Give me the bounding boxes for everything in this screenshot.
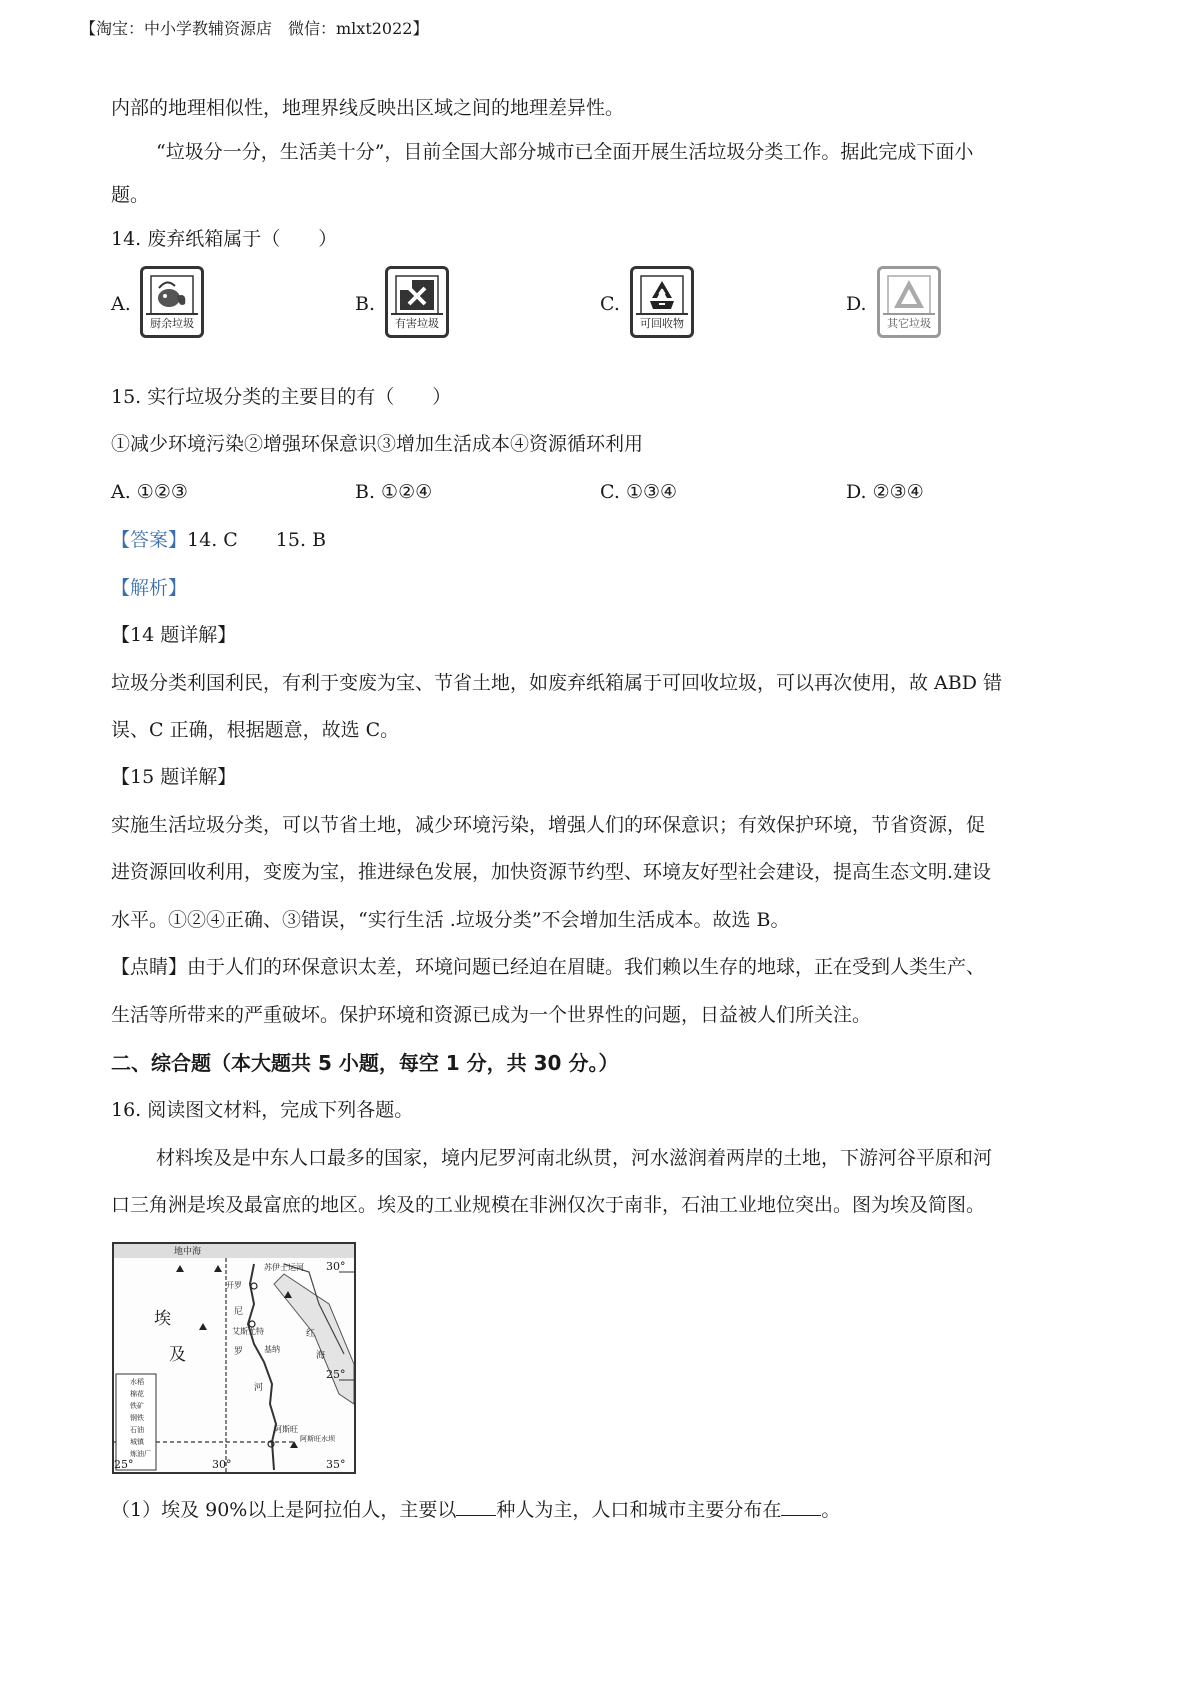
question-15: 15. 实行垃圾分类的主要目的有（ ） — [111, 386, 452, 408]
legend-item: 石油 — [130, 1426, 144, 1434]
other-waste-triangle-icon — [886, 274, 932, 316]
bin-caption: 可回收物 — [636, 313, 688, 332]
question-16-1-part: （1）埃及 90%以上是阿拉伯人，主要以 — [111, 1499, 457, 1521]
map-lon-label: 30° — [212, 1458, 232, 1471]
map-nile-char: 尼 — [234, 1307, 244, 1317]
detail-14-line: 垃圾分类利国利民，有利于变废为宝、节省土地，如废弃纸箱属于可回收垃圾，可以再次使用，故 ABD 错 — [111, 672, 1002, 694]
map-city-label: 开罗 — [226, 1281, 242, 1290]
hazardous-waste-bin-icon — [385, 266, 449, 338]
answer-label: 【答案】 — [111, 529, 188, 551]
egypt-map — [112, 1242, 356, 1474]
map-lat-label: 30° — [326, 1260, 346, 1273]
map-city-label: 阿斯旺 — [274, 1425, 298, 1434]
question-16-1 — [111, 1497, 840, 1522]
kitchen-waste-bin-icon — [140, 266, 204, 338]
map-sea-label: 地中海 — [174, 1247, 202, 1257]
option-letter-b: B. — [355, 293, 376, 315]
map-lon-label: 35° — [326, 1458, 346, 1471]
comment-line: 生活等所带来的严重破坏。保护环境和资源已成为一个世界性的问题，日益被人们所关注。 — [111, 1004, 872, 1026]
question-16-1-part: 种人为主，人口和城市主要分布在 — [496, 1499, 782, 1521]
intro-line: 题。 — [111, 184, 150, 206]
detail-15-line: 进资源回收利用，变废为宝，推进绿色发展，加快资源节约型、环境友好型社会建设，提高生态文明.建设 — [111, 861, 992, 883]
page-header: 【淘宝：中小学教辅资源店 微信：mlxt2022】 — [80, 19, 429, 38]
option-b: B. ①②④ — [355, 481, 433, 503]
option-letter-c: C. — [600, 293, 620, 315]
question-16-1-part: 。 — [821, 1499, 841, 1521]
legend-item: 钢铁 — [130, 1414, 144, 1422]
option-letter-d: D. — [846, 293, 867, 315]
recycle-icon — [639, 274, 685, 316]
detail-14-line: 误、C 正确，根据题意，故选 C。 — [111, 719, 400, 741]
answer-blank — [456, 1497, 496, 1516]
detail-15-line: 实施生活垃圾分类，可以节省土地，减少环境污染，增强人们的环保意识；有效保护环境，节省资源，促 — [111, 814, 986, 836]
section-2-title: 二、综合题（本大题共 5 小题，每空 1 分，共 30 分。） — [111, 1051, 619, 1075]
map-dam-label: 阿斯旺水坝 — [300, 1435, 335, 1443]
analysis-label: 【解析】 — [111, 577, 188, 599]
food-scraps-icon — [149, 274, 195, 316]
map-red-sea-char: 红 — [306, 1329, 316, 1339]
answer-blank — [781, 1497, 821, 1516]
answer-text: 14. C 15. B — [187, 529, 327, 551]
bin-caption: 有害垃圾 — [391, 313, 443, 332]
map-nile-char: 河 — [254, 1383, 264, 1393]
question-14: 14. 废弃纸箱属于（ ） — [111, 228, 338, 250]
map-country-char: 埃 — [154, 1309, 171, 1329]
hazard-icon — [394, 274, 440, 316]
answer-line — [111, 528, 326, 552]
question-15-items: ①减少环境污染②增强环保意识③增加生活成本④资源循环利用 — [111, 433, 644, 455]
option-a: A. ①②③ — [111, 481, 188, 503]
intro-line: “垃圾分一分，生活美十分”，目前全国大部分城市已全面开展生活垃圾分类工作。据此完成下面小 — [156, 141, 974, 163]
bin-caption: 厨余垃圾 — [146, 313, 198, 332]
option-c: C. ①③④ — [600, 481, 678, 503]
detail-15-title: 【15 题详解】 — [111, 766, 237, 788]
map-lat-label: 25° — [326, 1368, 346, 1381]
map-red-sea-char: 海 — [316, 1351, 326, 1361]
legend-item: 炼油厂 — [130, 1450, 151, 1458]
map-country-char: 及 — [169, 1345, 186, 1365]
detail-15-line: 水平。①②④正确、③错误，“实行生活 .垃圾分类”不会增加生活成本。故选 B。 — [111, 909, 790, 931]
map-city-label: 艾斯尤特 — [232, 1327, 264, 1336]
map-nile-char: 罗 — [234, 1347, 244, 1357]
map-lon-label: 25° — [114, 1458, 134, 1471]
paragraph-line: 内部的地理相似性，地理界线反映出区域之间的地理差异性。 — [111, 97, 625, 119]
comment-line: 【点睛】由于人们的环保意识太差，环境问题已经迫在眉睫。我们赖以生存的地球，正在受到人类生产、 — [111, 956, 986, 978]
material-line: 材料埃及是中东人口最多的国家，境内尼罗河南北纵贯，河水滋润着两岸的土地，下游河谷平原和河 — [156, 1147, 993, 1169]
legend-item: 棉花 — [130, 1390, 144, 1398]
recyclable-bin-icon — [630, 266, 694, 338]
legend-item: 水稻 — [130, 1378, 144, 1386]
map-legend — [130, 1376, 151, 1460]
legend-item: 城镇 — [130, 1438, 144, 1446]
map-city-label: 基纳 — [264, 1345, 280, 1354]
option-letter-a: A. — [111, 293, 131, 315]
other-waste-bin-icon — [877, 266, 941, 338]
question-16: 16. 阅读图文材料，完成下列各题。 — [111, 1099, 414, 1121]
option-d: D. ②③④ — [846, 481, 924, 503]
bin-caption: 其它垃圾 — [883, 313, 935, 332]
material-line: 口三角洲是埃及最富庶的地区。埃及的工业规模在非洲仅次于南非，石油工业地位突出。图为埃及简图。 — [111, 1194, 986, 1216]
detail-14-title: 【14 题详解】 — [111, 624, 237, 646]
legend-item: 铁矿 — [130, 1402, 144, 1410]
map-canal-label: 苏伊士运河 — [264, 1263, 304, 1272]
